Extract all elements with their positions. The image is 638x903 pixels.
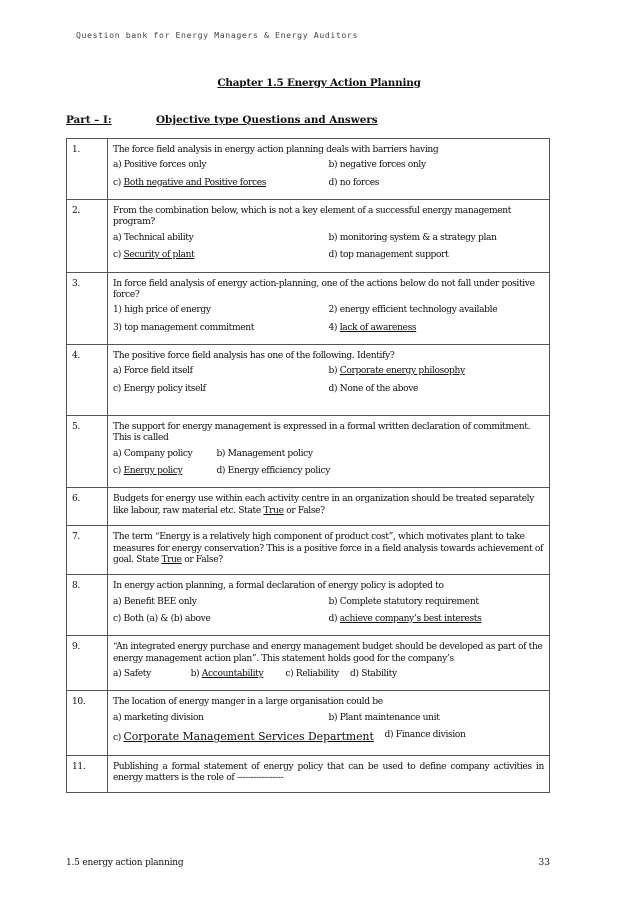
correct-answer: lack of awareness	[339, 322, 417, 333]
question-number: 4.	[67, 344, 108, 415]
question-row	[67, 416, 550, 488]
option-d: d) Energy efficiency policy	[216, 466, 331, 477]
question-number: 6.	[67, 488, 108, 526]
question-text: The force field analysis in energy action planning deals with barriers having	[113, 145, 439, 155]
question-cell	[108, 636, 550, 691]
option-a: a) Safety	[113, 669, 151, 680]
part-label: Part – I:	[66, 114, 112, 126]
option-d: d) no forces	[328, 177, 380, 188]
correct-answer: True	[263, 505, 284, 516]
option-a: a) Technical ability	[113, 232, 194, 243]
question-number: 2.	[67, 200, 108, 272]
option-d: d) Finance division	[384, 730, 466, 741]
option-b: b) Plant maintenance unit	[328, 712, 440, 723]
question-row	[67, 488, 550, 526]
option-list	[113, 160, 544, 195]
option-a: a) marketing division	[113, 712, 204, 723]
option-c-answer: c) Both negative and Positive forces	[113, 177, 267, 188]
question-cell	[108, 488, 550, 526]
option-c-answer: c) Corporate Management Services Department	[113, 730, 374, 744]
question-number: 3.	[67, 272, 108, 344]
question-row	[67, 200, 550, 272]
option-a: a) Company policy	[113, 448, 193, 459]
option-b: b) monitoring system & a strategy plan	[328, 232, 497, 243]
option-a: a) Benefit BEE only	[113, 596, 197, 607]
option-c-answer: c) Security of plant	[113, 250, 195, 261]
question-row	[67, 344, 550, 415]
question-text: The support for energy management is expressed in a formal written declaration of commitment. This is called	[113, 422, 531, 444]
option-d: d) top management support	[328, 250, 449, 261]
question-cell	[108, 755, 550, 793]
option-list	[113, 366, 544, 401]
question-cell	[108, 344, 550, 415]
option-c-answer: c) Energy policy	[113, 466, 183, 477]
question-text: The term “Energy is a relatively high component of product cost”, which motivates plant to take measures for energy conservation? This is a positive force in a field analysis towards achievement of goal. State True or False?	[113, 532, 543, 565]
question-cell	[108, 416, 550, 488]
option-list	[113, 713, 544, 751]
question-text: “An integrated energy purchase and energy management budget should be developed as part of the energy management action plan”. This statement holds good for the company’s	[113, 642, 543, 664]
option-1: 1) high price of energy	[113, 305, 211, 316]
question-row	[67, 575, 550, 636]
correct-answer: Security of plant	[123, 250, 195, 261]
question-number: 8.	[67, 575, 108, 636]
footer-chapter: 1.5 energy action planning	[66, 858, 184, 868]
question-text: In energy action planning, a formal declaration of energy policy is adopted to	[113, 581, 444, 592]
question-row	[67, 636, 550, 691]
option-c: c) Energy policy itself	[113, 383, 206, 394]
option-list	[113, 597, 544, 632]
question-number: 1.	[67, 139, 108, 200]
option-b: b) negative forces only	[328, 160, 426, 171]
option-3: 3) top management commitment	[113, 322, 255, 333]
option-c: c) Both (a) & (b) above	[113, 613, 211, 624]
option-list	[113, 449, 544, 484]
option-list	[113, 233, 544, 268]
question-text: The positive force field analysis has one of the following. Identify?	[113, 350, 395, 361]
question-text: Publishing a formal statement of energy policy that can be used to define company activities in energy matters is the role of -----------------	[113, 761, 544, 783]
correct-answer: Both negative and Positive forces	[123, 177, 267, 188]
correct-answer: Accountability	[201, 669, 264, 680]
option-a: a) Force field itself	[113, 366, 193, 377]
option-d: d) Stability	[350, 669, 397, 680]
option-c: c) Reliability	[285, 669, 339, 680]
option-4-answer: 4) lack of awareness	[328, 322, 417, 333]
option-2: 2) energy efficient technology available	[328, 305, 498, 316]
option-d-answer: d) achieve company’s best interests	[328, 613, 482, 624]
question-number: 5.	[67, 416, 108, 488]
question-cell	[108, 200, 550, 272]
question-text: Budgets for energy use within each activity centre in an organization should be treated separately like labour, raw material etc. State True or False?	[113, 494, 534, 516]
question-number: 10.	[67, 691, 108, 755]
question-row	[67, 139, 550, 200]
question-cell	[108, 691, 550, 755]
question-row	[67, 755, 550, 793]
page-number: 33	[538, 858, 550, 868]
question-row	[67, 272, 550, 344]
option-list	[113, 669, 544, 686]
question-text: The location of energy manger in a large organisation could be	[113, 697, 383, 708]
question-text: In force field analysis of energy action-planning, one of the actions below do not fall under positive force?	[113, 278, 535, 300]
running-header: Question bank for Energy Managers & Energy Auditors	[76, 30, 358, 40]
question-number: 9.	[67, 636, 108, 691]
question-cell	[108, 575, 550, 636]
question-number: 7.	[67, 526, 108, 575]
question-text: From the combination below, which is not a key element of a successful energy management program?	[113, 206, 512, 228]
question-row	[67, 691, 550, 755]
part-heading	[66, 114, 378, 126]
correct-answer: Corporate energy philosophy	[339, 366, 465, 377]
option-d: d) None of the above	[328, 383, 419, 394]
part-title: Objective type Questions and Answers	[156, 114, 378, 126]
option-b-answer: b) Corporate energy philosophy	[328, 366, 465, 377]
question-row	[67, 526, 550, 575]
correct-answer: Corporate Management Services Department	[123, 730, 374, 744]
question-cell	[108, 526, 550, 575]
option-b-answer: b) Accountability	[190, 669, 264, 680]
option-b: b) Complete statutory requirement	[328, 596, 479, 607]
question-cell	[108, 272, 550, 344]
question-number: 11.	[67, 755, 108, 793]
question-cell	[108, 139, 550, 200]
option-list	[113, 305, 544, 340]
option-a: a) Positive forces only	[113, 160, 207, 171]
chapter-title: Chapter 1.5 Energy Action Planning	[217, 77, 421, 89]
correct-answer: Energy policy	[123, 466, 183, 477]
question-table	[66, 138, 550, 793]
correct-answer: True	[161, 554, 182, 565]
correct-answer: achieve company’s best interests	[339, 613, 482, 624]
option-b: b) Management policy	[216, 448, 313, 459]
